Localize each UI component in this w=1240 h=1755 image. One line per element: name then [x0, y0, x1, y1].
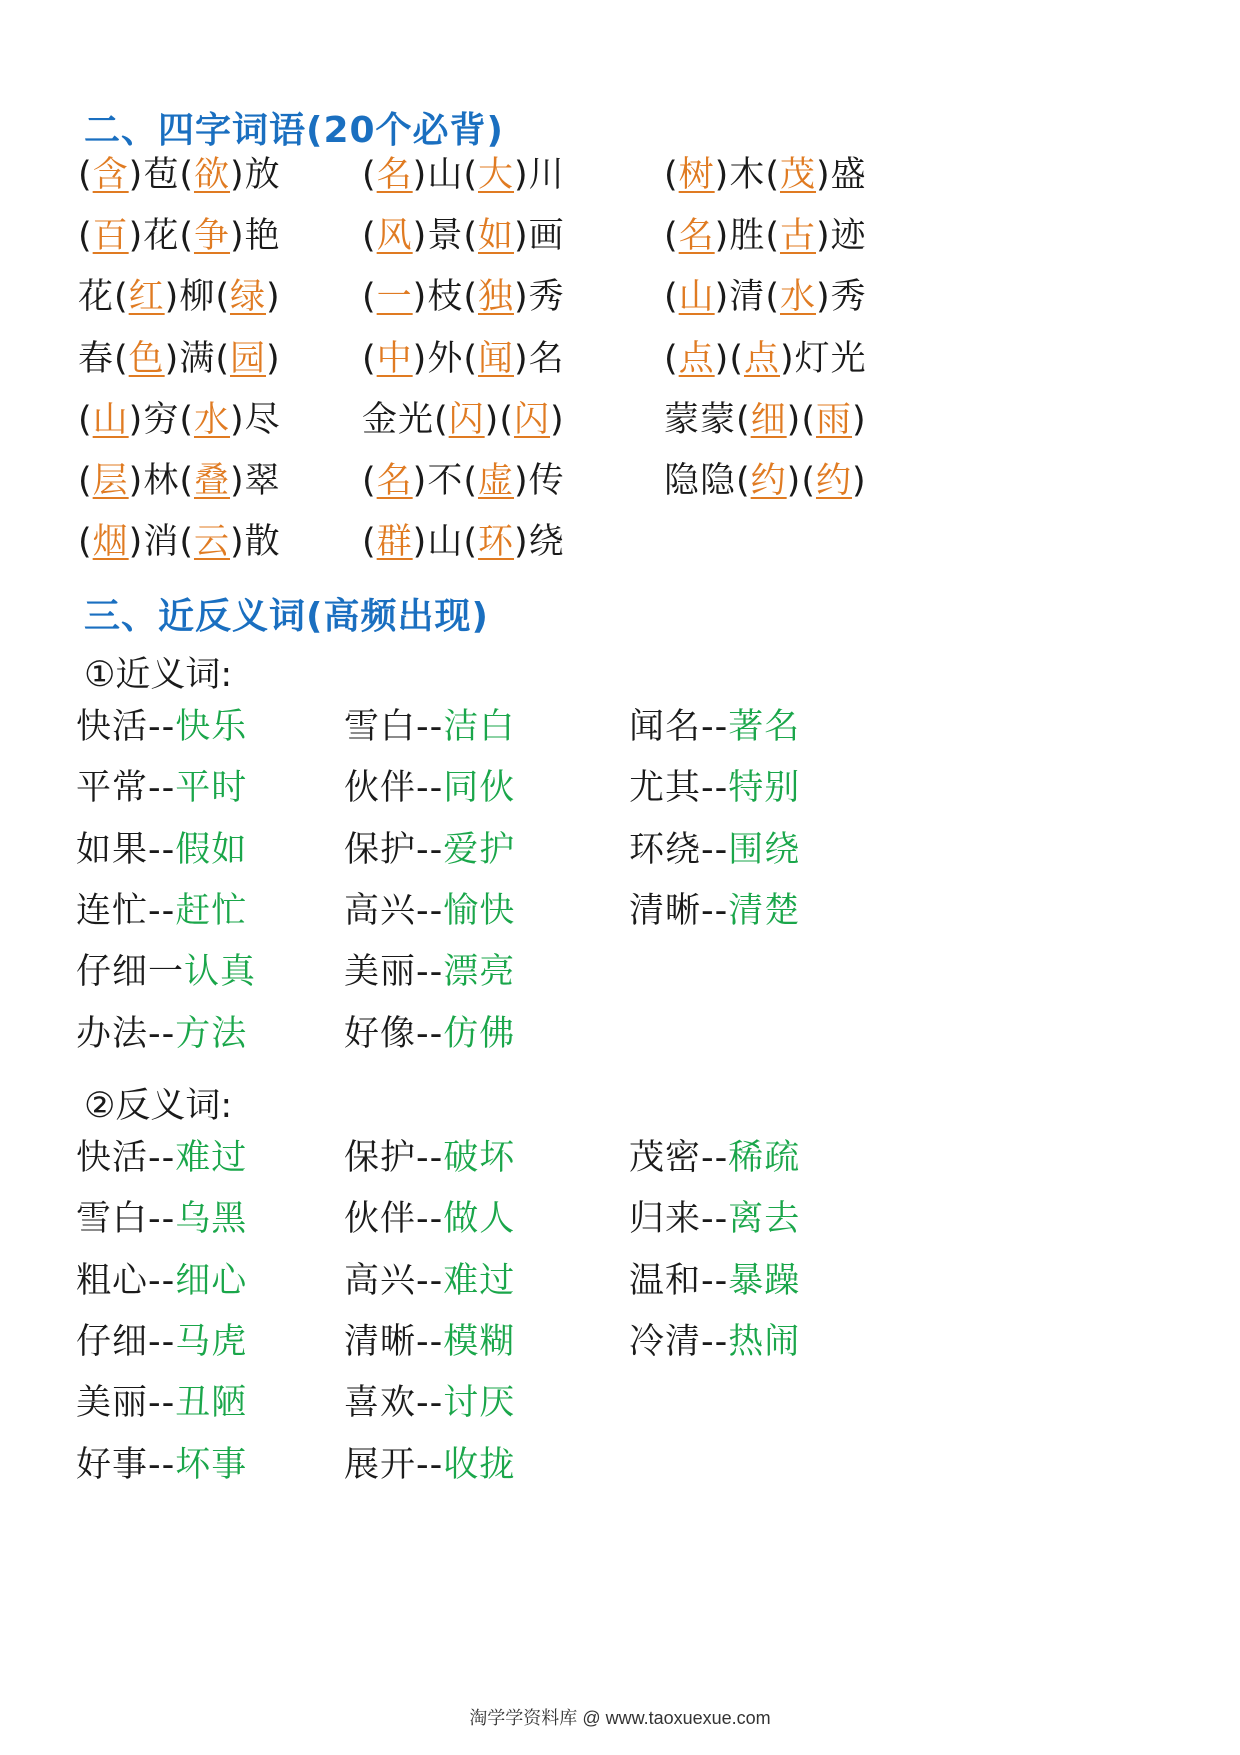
idiom-item	[362, 272, 565, 322]
antonym-row	[0, 1256, 1240, 1306]
separator: --	[148, 707, 176, 747]
antonym-pair	[344, 1440, 515, 1490]
separator: --	[416, 768, 444, 809]
word: 闻名	[629, 707, 702, 747]
synonym-pair	[76, 1009, 247, 1059]
idiom-item	[664, 334, 867, 384]
synonym-pair	[344, 702, 515, 752]
section-3-heading: 三、近反义词(高频出现)	[84, 596, 489, 637]
fill-in-answer: 闪	[513, 399, 550, 440]
word: 保护	[344, 1138, 417, 1178]
idiom-text: (	[78, 216, 93, 257]
idiom-text: 金光(	[362, 399, 449, 440]
word: 高兴	[344, 890, 417, 931]
idiom-text: )盛	[816, 155, 867, 195]
separator: --	[416, 890, 444, 931]
idiom-item	[664, 150, 867, 200]
antonym-answer: 坏事	[175, 1444, 248, 1485]
antonym-pair	[76, 1194, 247, 1244]
antonym-answer: 讨厌	[443, 1383, 516, 1424]
word: 伙伴	[344, 768, 417, 809]
idiom-text: )景(	[412, 216, 478, 257]
separator: --	[148, 1199, 176, 1240]
idiom-text: )(	[714, 338, 744, 379]
idiom-item	[362, 334, 565, 384]
separator: --	[701, 890, 729, 931]
idiom-item	[362, 517, 565, 567]
separator: --	[148, 829, 176, 870]
word: 环绕	[629, 829, 702, 870]
idiom-text: )(	[786, 399, 816, 440]
word: 好像	[344, 1013, 417, 1054]
idiom-row	[0, 517, 1240, 567]
word: 茂密	[629, 1138, 702, 1178]
idiom-text: )木(	[714, 155, 780, 195]
word: 保护	[344, 829, 417, 870]
synonym-pair	[76, 825, 247, 875]
synonym-pair	[76, 763, 247, 813]
idiom-text: (	[362, 216, 377, 257]
idiom-row	[0, 272, 1240, 322]
fill-in-answer: 红	[128, 277, 165, 318]
fill-in-answer: 独	[477, 277, 514, 318]
separator: --	[701, 768, 729, 809]
word: 美丽	[344, 952, 417, 993]
idiom-item	[362, 395, 565, 445]
synonym-row	[0, 702, 1240, 752]
synonym-answer: 仿佛	[443, 1013, 516, 1054]
antonym-row	[0, 1194, 1240, 1244]
separator: --	[701, 1138, 729, 1178]
word: 如果	[76, 829, 149, 870]
idiom-text: )柳(	[164, 277, 230, 318]
antonym-pair	[344, 1317, 515, 1367]
idiom-text: (	[78, 399, 93, 440]
synonym-answer: 认真	[184, 952, 257, 993]
fill-in-answer: 名	[678, 216, 715, 257]
fill-in-answer: 园	[229, 338, 266, 379]
idiom-item	[664, 211, 867, 261]
antonym-row	[0, 1133, 1240, 1183]
separator: --	[416, 1013, 444, 1054]
antonym-answer: 做人	[443, 1199, 516, 1240]
separator: --	[416, 1383, 444, 1424]
fill-in-answer: 山	[678, 277, 715, 318]
word: 高兴	[344, 1260, 417, 1301]
idiom-text: )川	[514, 155, 565, 195]
idiom-row	[0, 456, 1240, 506]
synonym-answer: 特别	[728, 768, 801, 809]
word: 尤其	[629, 768, 702, 809]
antonym-row	[0, 1440, 1240, 1490]
antonym-answer: 模糊	[443, 1321, 516, 1362]
idiom-text: (	[362, 522, 377, 563]
separator: --	[148, 1444, 176, 1485]
fill-in-answer: 树	[678, 155, 715, 195]
word: 仔细	[76, 952, 149, 993]
synonym-answer: 洁白	[443, 707, 516, 747]
synonym-pair	[344, 763, 515, 813]
synonym-answer: 围绕	[728, 829, 801, 870]
idiom-text: )	[266, 277, 281, 318]
idiom-text: (	[362, 338, 377, 379]
synonym-answer: 平时	[175, 768, 248, 809]
fill-in-answer: 名	[376, 461, 413, 501]
idiom-text: )迹	[816, 216, 867, 257]
fill-in-answer: 争	[193, 216, 230, 257]
separator: --	[416, 1138, 444, 1178]
idiom-item	[362, 211, 565, 261]
idiom-text: (	[362, 461, 377, 501]
idiom-item	[664, 272, 867, 322]
fill-in-answer: 名	[376, 155, 413, 195]
antonym-answer: 难过	[443, 1260, 516, 1301]
idiom-item	[362, 150, 565, 200]
separator: --	[701, 707, 729, 747]
word: 平常	[76, 768, 149, 809]
idiom-text: (	[664, 155, 679, 195]
synonym-row	[0, 763, 1240, 813]
word: 雪白	[344, 707, 417, 747]
separator: --	[416, 829, 444, 870]
fill-in-answer: 风	[376, 216, 413, 257]
word: 粗心	[76, 1260, 149, 1301]
word: 仔细	[76, 1321, 149, 1362]
synonym-answer: 赶忙	[175, 890, 248, 931]
idiom-row	[0, 395, 1240, 445]
idiom-text: 春(	[78, 338, 129, 379]
synonym-row	[0, 1009, 1240, 1059]
fill-in-answer: 虚	[477, 461, 514, 501]
fill-in-answer: 绿	[229, 277, 266, 318]
antonym-pair	[76, 1317, 247, 1367]
word: 雪白	[76, 1199, 149, 1240]
idiom-item	[78, 395, 281, 445]
synonym-answer: 假如	[175, 829, 248, 870]
synonym-answer: 同伙	[443, 768, 516, 809]
idiom-text: )翠	[230, 461, 281, 501]
fill-in-answer: 闪	[448, 399, 485, 440]
fill-in-answer: 中	[376, 338, 413, 379]
word: 办法	[76, 1013, 149, 1054]
separator: --	[416, 1199, 444, 1240]
antonym-answer: 乌黑	[175, 1199, 248, 1240]
footer-watermark: 淘学学资料库 @ www.taoxuexue.com	[469, 1708, 771, 1728]
fill-in-answer: 水	[779, 277, 816, 318]
fill-in-answer: 色	[128, 338, 165, 379]
idiom-text: )散	[230, 522, 281, 563]
word: 连忙	[76, 890, 149, 931]
idiom-text: )穷(	[128, 399, 194, 440]
word: 展开	[344, 1444, 417, 1485]
idiom-item	[78, 456, 281, 506]
fill-in-answer: 山	[92, 399, 129, 440]
section-2-heading: 二、四字词语(20个必背)	[84, 110, 505, 151]
antonym-answer: 离去	[728, 1199, 801, 1240]
synonym-row	[0, 947, 1240, 997]
word: 喜欢	[344, 1383, 417, 1424]
antonym-pair	[629, 1256, 800, 1306]
idiom-text: )林(	[128, 461, 194, 501]
idiom-text: )艳	[230, 216, 281, 257]
idiom-text: )(	[786, 461, 816, 501]
antonym-pair	[344, 1378, 515, 1428]
antonym-answer: 丑陋	[175, 1383, 248, 1424]
synonym-answer: 爱护	[443, 829, 516, 870]
idiom-text: 隐隐(	[664, 461, 751, 501]
antonym-pair	[344, 1256, 515, 1306]
fill-in-answer: 叠	[193, 461, 230, 501]
idiom-item	[78, 517, 281, 567]
separator: --	[148, 1321, 176, 1362]
synonym-pair	[76, 886, 247, 936]
separator: --	[701, 1199, 729, 1240]
idiom-item	[362, 456, 565, 506]
idiom-text: )	[852, 399, 867, 440]
idiom-item	[664, 456, 867, 506]
synonym-answer: 著名	[728, 707, 801, 747]
fill-in-answer: 雨	[815, 399, 852, 440]
idiom-text: )	[852, 461, 867, 501]
word: 清晰	[629, 890, 702, 931]
fill-in-answer: 百	[92, 216, 129, 257]
fill-in-answer: 约	[815, 461, 852, 501]
idiom-text: )清(	[714, 277, 780, 318]
idiom-text: )灯光	[780, 338, 867, 379]
antonym-answer: 稀疏	[728, 1138, 801, 1178]
idiom-text: )绕	[514, 522, 565, 563]
idiom-text: )放	[230, 155, 281, 195]
synonym-pair	[76, 702, 247, 752]
antonym-answer: 暴躁	[728, 1260, 801, 1301]
idiom-text: )画	[514, 216, 565, 257]
fill-in-answer: 一	[376, 277, 413, 318]
fill-in-answer: 含	[92, 155, 129, 195]
idiom-text: (	[362, 277, 377, 318]
separator: --	[148, 768, 176, 809]
idiom-text: )名	[514, 338, 565, 379]
separator: --	[416, 1444, 444, 1485]
antonym-pair	[629, 1317, 800, 1367]
synonym-row	[0, 886, 1240, 936]
idiom-text: (	[78, 461, 93, 501]
fill-in-answer: 点	[678, 338, 715, 379]
antonym-row	[0, 1317, 1240, 1367]
fill-in-answer: 欲	[193, 155, 230, 195]
separator: --	[416, 1260, 444, 1301]
separator: --	[701, 829, 729, 870]
synonym-pair	[344, 886, 515, 936]
idiom-row	[0, 150, 1240, 200]
antonym-pair	[629, 1133, 800, 1183]
word: 冷清	[629, 1321, 702, 1362]
synonym-answer: 方法	[175, 1013, 248, 1054]
fill-in-answer: 水	[193, 399, 230, 440]
fill-in-answer: 约	[750, 461, 787, 501]
synonym-row	[0, 825, 1240, 875]
antonym-answer: 收拢	[443, 1444, 516, 1485]
idiom-item	[78, 334, 281, 384]
fill-in-answer: 如	[477, 216, 514, 257]
separator: --	[148, 1383, 176, 1424]
antonym-pair	[629, 1194, 800, 1244]
antonym-answer: 热闹	[728, 1321, 801, 1362]
synonym-pair	[344, 947, 515, 997]
word: 温和	[629, 1260, 702, 1301]
separator: --	[701, 1321, 729, 1362]
fill-in-answer: 古	[779, 216, 816, 257]
synonym-answer: 清楚	[728, 890, 801, 931]
fill-in-answer: 群	[376, 522, 413, 563]
synonyms-label: ①近义词:	[84, 655, 233, 695]
idiom-item	[664, 395, 867, 445]
synonym-pair	[629, 763, 800, 813]
separator: --	[416, 707, 444, 747]
idiom-text: )传	[514, 461, 565, 501]
idiom-text: )(	[484, 399, 514, 440]
antonym-row	[0, 1378, 1240, 1428]
antonym-pair	[76, 1440, 247, 1490]
idiom-text: )	[266, 338, 281, 379]
idiom-text: )胜(	[714, 216, 780, 257]
separator: --	[148, 1260, 176, 1301]
idiom-text: (	[664, 338, 679, 379]
idiom-item	[78, 211, 281, 261]
word: 快活	[76, 707, 149, 747]
separator: --	[416, 952, 444, 993]
antonym-pair	[76, 1256, 247, 1306]
idiom-text: )消(	[128, 522, 194, 563]
idiom-text: (	[78, 155, 93, 195]
antonym-answer: 细心	[175, 1260, 248, 1301]
idiom-item	[78, 150, 281, 200]
antonym-pair	[76, 1378, 247, 1428]
idiom-text: )尽	[230, 399, 281, 440]
fill-in-answer: 云	[193, 522, 230, 563]
separator: 一	[148, 952, 185, 993]
word: 伙伴	[344, 1199, 417, 1240]
idiom-text: 花(	[78, 277, 129, 318]
separator: --	[148, 1013, 176, 1054]
idiom-text: )外(	[412, 338, 478, 379]
fill-in-answer: 层	[92, 461, 129, 501]
fill-in-answer: 大	[477, 155, 514, 195]
idiom-text: )满(	[164, 338, 230, 379]
idiom-text: )苞(	[128, 155, 194, 195]
fill-in-answer: 环	[477, 522, 514, 563]
idiom-text: (	[664, 277, 679, 318]
antonym-answer: 难过	[175, 1138, 248, 1178]
idiom-text: )	[550, 399, 565, 440]
fill-in-answer: 茂	[779, 155, 816, 195]
antonym-pair	[76, 1133, 247, 1183]
idiom-text: )秀	[514, 277, 565, 318]
idiom-text: )花(	[128, 216, 194, 257]
idiom-row	[0, 211, 1240, 261]
fill-in-answer: 烟	[92, 522, 129, 563]
idiom-row	[0, 334, 1240, 384]
idiom-text: )山(	[412, 155, 478, 195]
fill-in-answer: 点	[743, 338, 780, 379]
synonym-pair	[629, 886, 800, 936]
word: 快活	[76, 1138, 149, 1178]
fill-in-answer: 细	[750, 399, 787, 440]
synonym-answer: 快乐	[175, 707, 248, 747]
idiom-text: )秀	[816, 277, 867, 318]
idiom-text: 蒙蒙(	[664, 399, 751, 440]
separator: --	[148, 1138, 176, 1178]
word: 归来	[629, 1199, 702, 1240]
idiom-text: )山(	[412, 522, 478, 563]
separator: --	[148, 890, 176, 931]
synonym-answer: 愉快	[443, 890, 516, 931]
synonym-answer: 漂亮	[443, 952, 516, 993]
idiom-item	[78, 272, 281, 322]
idiom-text: (	[664, 216, 679, 257]
antonym-answer: 破坏	[443, 1138, 516, 1178]
idiom-text: (	[362, 155, 377, 195]
synonym-pair	[629, 702, 800, 752]
separator: --	[701, 1260, 729, 1301]
synonym-pair	[629, 825, 800, 875]
antonym-pair	[344, 1133, 515, 1183]
idiom-text: )不(	[412, 461, 478, 501]
synonym-pair	[76, 947, 256, 997]
antonym-pair	[344, 1194, 515, 1244]
antonyms-label: ②反义词:	[84, 1086, 233, 1126]
word: 美丽	[76, 1383, 149, 1424]
word: 好事	[76, 1444, 149, 1485]
word: 清晰	[344, 1321, 417, 1362]
separator: --	[416, 1321, 444, 1362]
idiom-text: (	[78, 522, 93, 563]
antonym-answer: 马虎	[175, 1321, 248, 1362]
idiom-text: )枝(	[412, 277, 478, 318]
synonym-pair	[344, 825, 515, 875]
synonym-pair	[344, 1009, 515, 1059]
fill-in-answer: 闻	[477, 338, 514, 379]
